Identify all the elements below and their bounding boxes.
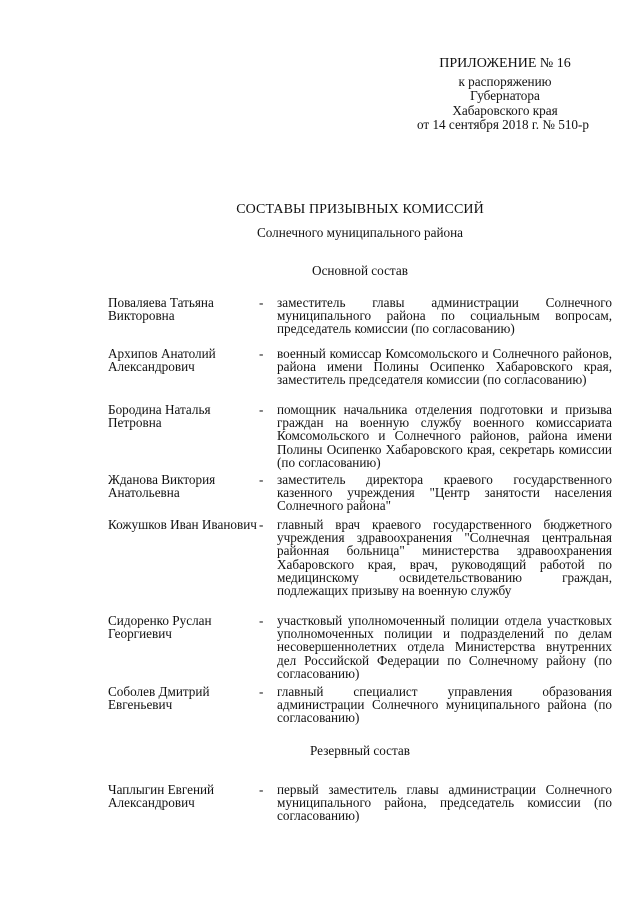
annex-line-governor: Губернатора: [470, 88, 540, 103]
member-name: Соболев Дмитрий Евгеньевич: [108, 684, 210, 713]
member-dash: -: [259, 782, 264, 797]
main-section-heading: Основной состав: [312, 263, 408, 278]
member-description: участковый уполномоченный полиции отдела участковых уполномоченных полиции и подразделений по делам несовершеннолетних отдела Министерства внутренних дел Российской Федерации по Солнечному району (по согласованию): [277, 613, 612, 681]
member-dash: -: [259, 472, 264, 487]
reserve-section-heading: Резервный состав: [310, 743, 410, 758]
document-title: СОСТАВЫ ПРИЗЫВНЫХ КОМИССИЙ: [236, 202, 484, 217]
member-dash: -: [259, 613, 264, 628]
member-description: заместитель директора краевого государственного казенного учреждения "Центр занятости населения Солнечного района": [277, 472, 612, 514]
member-name: Поваляева Татьяна Викторовна: [108, 295, 214, 324]
member-description: помощник начальника отделения подготовки и призыва граждан на военную службу военного комиссариата Комсомольского и Солнечного районов, района имени Полины Осипенко Хабаровского края, секретарь комиссии (по согласованию): [277, 402, 612, 470]
annex-line-region: Хабаровского края: [452, 102, 558, 118]
member-name: Чаплыгин Евгений Александрович: [108, 782, 215, 811]
member-description: главный специалист управления образования администрации Солнечного муниципального района (по согласованию): [277, 684, 612, 726]
member-name: Кожушков Иван Иванович: [108, 517, 257, 532]
annex-number: ПРИЛОЖЕНИЕ № 16: [439, 56, 571, 71]
member-dash: -: [259, 346, 264, 361]
member-description: заместитель главы администрации Солнечного муниципального района по социальным вопросам, председатель комиссии (по согласованию): [277, 295, 612, 337]
member-dash: -: [259, 295, 264, 310]
member-name: Бородина Наталья Петровна: [108, 402, 211, 431]
member-dash: -: [259, 402, 264, 417]
annex-date: от 14 сентября 2018 г. № 510-р: [416, 117, 590, 132]
annex-block: [400, 57, 610, 133]
annex-line-order: к распоряжению: [458, 73, 552, 89]
member-dash: -: [259, 517, 264, 532]
member-name: Сидоренко Руслан Георгиевич: [108, 613, 212, 642]
member-dash: -: [259, 684, 264, 699]
member-name: Жданова Виктория Анатольевна: [108, 472, 216, 501]
member-name: Архипов Анатолий Александрович: [108, 346, 216, 375]
document-subtitle: Солнечного муниципального района: [256, 225, 464, 240]
member-description: главный врач краевого государственного бюджетного учреждения здравоохранения "Солнечная центральная районная больница" министерства здравоохранения Хабаровского края, врач, руководящий работой по медицинскому освидетельствованию граждан, подлежащих призыву на военную службу: [277, 517, 612, 599]
member-description: первый заместитель главы администрации Солнечного муниципального района, председатель комиссии (по согласованию): [277, 782, 612, 824]
member-description: военный комиссар Комсомольского и Солнечного районов, района имени Полины Осипенко Хабаровского края, заместитель председателя комиссии (по согласованию): [277, 346, 612, 388]
